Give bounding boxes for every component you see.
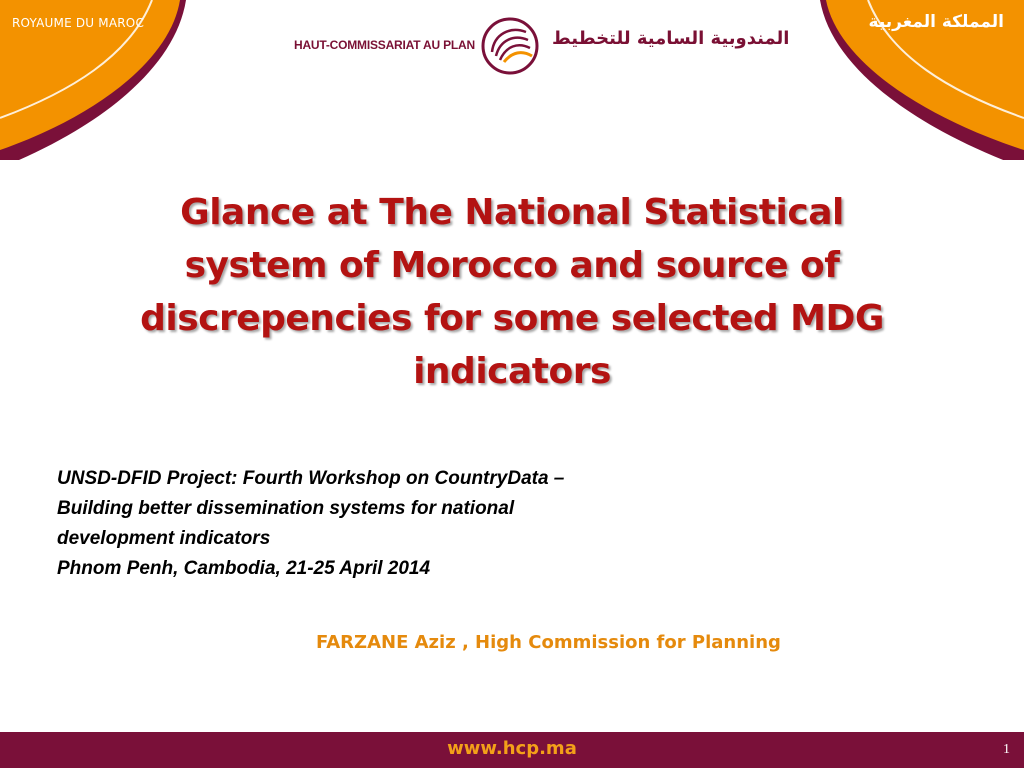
workshop-info-line: UNSD-DFID Project: Fourth Workshop on CountryData – [57,468,565,489]
author-line: FARZANE Aziz , High Commission for Planning [316,632,781,653]
footer-bar [0,732,1024,768]
country-name-arabic: المملكة المغربية [868,12,1004,32]
organization-name-arabic: المندوبية السامية للتخطيط [552,28,790,49]
workshop-info [57,464,564,584]
slide-title-line: indicators [413,351,611,392]
page-number: 1 [1003,742,1010,757]
slide-title-line: Glance at The National Statistical [180,192,844,233]
website-link[interactable]: www.hcp.ma [447,738,577,759]
slide-title-line: discrepencies for some selected MDG [140,298,884,339]
workshop-info-line: Building better dissemination systems for national [57,498,515,519]
workshop-info-line: development indicators [57,528,271,549]
slide-title [70,186,954,398]
country-name-french: ROYAUME DU MAROC [12,16,145,30]
organization-name-french: HAUT-COMMISSARIAT AU PLAN [294,38,475,52]
slide-title-line: system of Morocco and source of [184,245,840,286]
hcp-logo-icon [476,12,544,78]
workshop-info-line: Phnom Penh, Cambodia, 21-25 April 2014 [57,558,431,579]
